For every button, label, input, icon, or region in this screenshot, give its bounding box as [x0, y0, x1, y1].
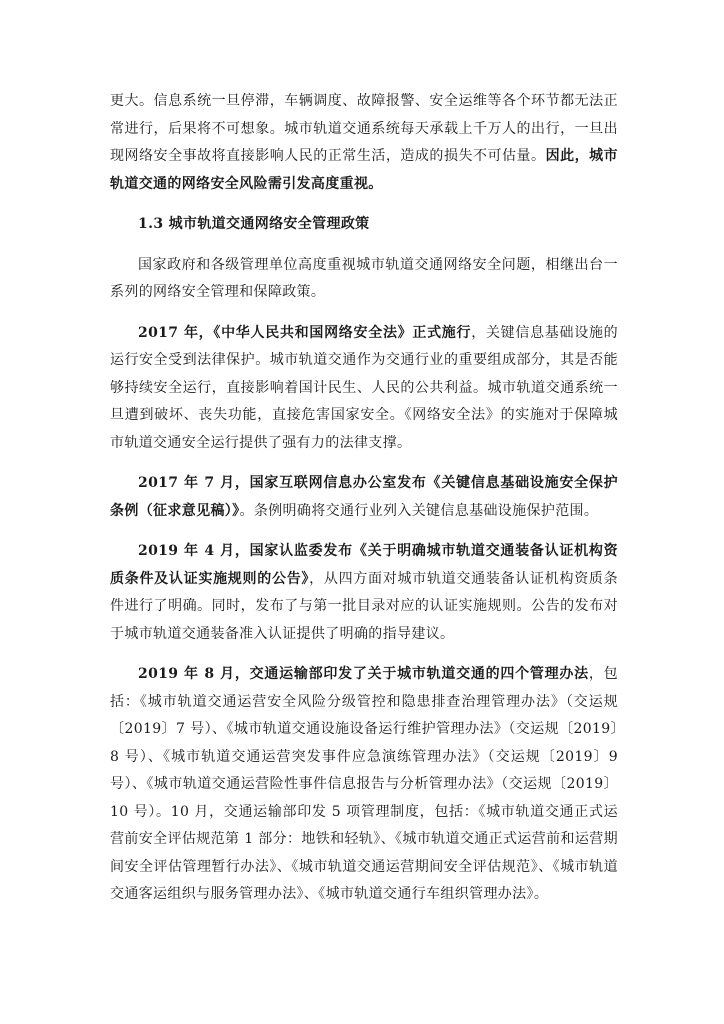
paragraph-continuation [110, 88, 618, 198]
paragraph-2019-04 [110, 538, 618, 648]
paragraph-2017 [110, 320, 618, 458]
section-heading: 1.3 城市轨道交通网络安全管理政策 [138, 216, 370, 232]
paragraph-emphasis: 2019 年 4 月，国家认监委发布《关于明确城市轨道交通装备认证机构资质条件及认证实施规则的公告》 [110, 543, 618, 587]
paragraph-emphasis: 2019 年 8 月，交通运输部印发了关于城市轨道交通的四个管理办法 [138, 666, 589, 682]
paragraph-text: ，从四方面对城市轨道交通装备认证机构资质条件进行了明确。同时，发布了与第一批目录对应的认证实施规则。公告的发布对于城市轨道交通装备准入认证提供了明确的指导建议。 [110, 570, 618, 642]
paragraph-text: 。条例明确将交通行业列入关键信息基础设施保护范围。 [239, 502, 599, 519]
paragraph-text: 更大。信息系统一旦停滞，车辆调度、故障报警、安全运维等各个环节都无法正常进行，后果将不可想象。城市轨道交通系统每天承载上千万人的出行，一旦出现网络安全事故将直接影响人民的正常生活，造成的损失不可估量。 [110, 93, 618, 164]
paragraph-text: ，关键信息基础设施的运行安全受到法律保护。城市轨道交通作为交通行业的重要组成部分，其是否能够持续安全运行，直接影响着国计民生、人民的公共利益。城市轨道交通系统一旦遭到破坏、丧失功能，直接危害国家安全。《网络安全法》的实施对于保障城市轨道交通安全运行提供了强有力的法律支撑。 [110, 324, 619, 451]
paragraph-2019-08 [110, 661, 618, 909]
paragraph-emphasis: 2017 年 7 月，国家互联网信息办公室发布《关键信息基础设施安全保护条例（征求意见稿）》 [110, 475, 618, 519]
document-page [110, 88, 618, 922]
paragraph-emphasis: 因此，城市轨道交通的网络安全风险需引发高度重视。 [110, 148, 619, 192]
paragraph-text: ，包括：《城市轨道交通运营安全风险分级管控和隐患排查治理管理办法》（交运规〔2019〕7 号）、《城市轨道交通设施设备运行维护管理办法》（交运规〔2019〕8 号）、《城市轨道交通运营突发事件应急演练管理办法》（交运规〔2019〕9 号）、《城市轨道交通运营险性事件信息报告与分析管理办法》（交运规〔2019〕10 号）。10 月，交通运输部印发 5 项管理制度，包括：《城市轨道交通正式运营前安全评估规范第 1 部分：地铁和轻轨》、《城市轨道交通正式运营前和运营期间安全评估管理暂行办法》、《城市轨道交通运营期间安全评估规范》、《城市轨道交通客运组织与服务管理办法》、《城市轨道交通行车组织管理办法》。 [110, 666, 618, 902]
paragraph-emphasis: 2017 年，《中华人民共和国网络安全法》正式施行 [138, 324, 472, 341]
paragraph-2017-07 [110, 470, 618, 525]
paragraph-intro: 国家政府和各级管理单位高度重视城市轨道交通网络安全问题，相继出台一系列的网络安全管理和保障政策。 [110, 256, 618, 300]
